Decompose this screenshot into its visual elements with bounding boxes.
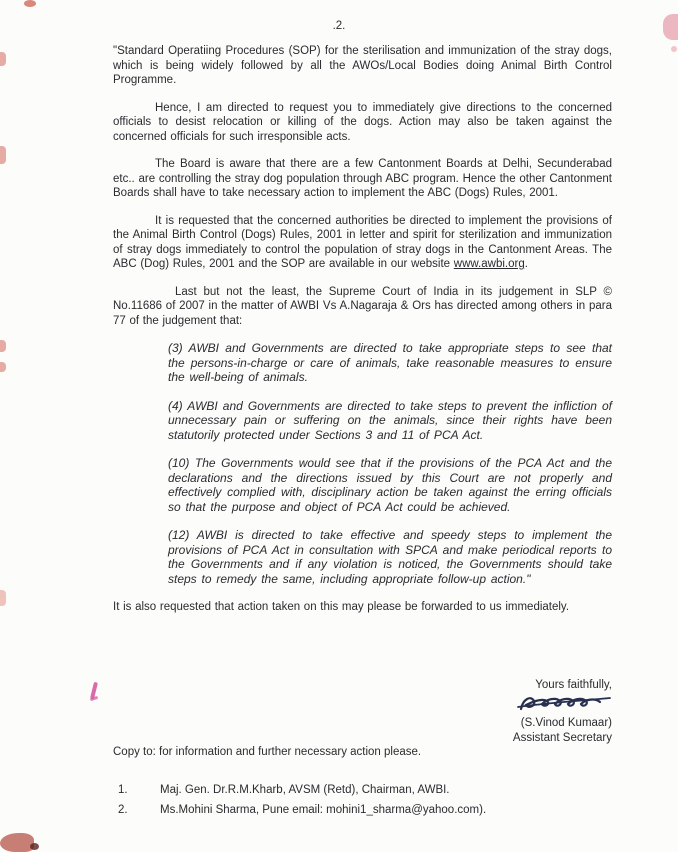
- paragraph-cantonment-boards: The Board is aware that there are a few Cantonment Boards at Delhi, Secunderabad etc.. are controlling the stray dog population through ABC program. Hence the other Cantonment Boards shall have to take necessary action to implement the ABC (Dogs) Rules, 2001.: [113, 158, 612, 199]
- paragraph-sop: "Standard Operatiing Procedures (SOP) for the sterilisation and immunization of the stray dogs, which is being widely followed by all the AWOs/Local Bodies doing Animal Birth Control Programme.: [113, 45, 612, 86]
- pen-mark: [90, 696, 99, 701]
- valediction: Yours faithfully,: [535, 679, 612, 691]
- paragraph-abc-rules-period: .: [524, 258, 528, 270]
- scan-artifact: [0, 146, 6, 164]
- scan-artifact: [0, 362, 6, 372]
- copy-to-item-text: Ms.Mohini Sharma, Pune email: mohini1_sharma@yahoo.com).: [160, 803, 487, 816]
- paragraph-directions: Hence, I am directed to request you to immediately give directions to the concerned officials to desist relocation or killing of the dogs. Action may also be taken against the concerned officials for such irresponsible acts.: [113, 101, 612, 143]
- scan-artifact: [0, 52, 6, 66]
- copy-to-list: [118, 781, 486, 820]
- scan-artifact: [671, 46, 677, 52]
- signatory-name: (S.Vinod Kumaar): [520, 717, 612, 729]
- paragraph-abc-rules-text: It is requested that the concerned authorities be directed to implement the provisions of the Animal Birth Control (Dogs) Rules, 2001 in letter and spirit for sterilization and immunization of stray dogs immediately to control the population of stray dogs in the Cantonment Areas. The ABC (Dog) Rules, 2001 and the SOP are available in our website: [113, 214, 612, 270]
- scan-artifact: [0, 340, 6, 352]
- judgement-quote-3: (3) AWBI and Governments are directed to take appropriate steps to see that the persons-in-charge or care of animals, take reasonable measures to ensure the well-being of animals.: [168, 341, 612, 384]
- page-number: .2.: [332, 20, 346, 32]
- letter-content: [113, 44, 612, 628]
- scan-artifact: [0, 590, 6, 606]
- judgement-quote-12: (12) AWBI is directed to take effective and speedy steps to implement the provisions of PCA Act in consultation with SPCA and make periodical reports to the Governments and if any violation is noticed, the Governments should take steps to remedy the same, including appropriate follow-up action.": [168, 528, 612, 586]
- copy-to-item-number: 1.: [118, 784, 128, 796]
- pen-mark: [90, 682, 98, 699]
- judgement-quote-10: (10) The Governments would see that if the provisions of the PCA Act and the declarations and the directions issued by this Court are not properly and effectively complied with, disciplinary action be taken against the erring officials so that the purpose and object of PCA Act could be achieved.: [168, 456, 612, 514]
- paragraph-supreme-court: Last but not the least, the Supreme Court of India in its judgement in SLP © No.11686 of 2007 in the matter of AWBI Vs A.Nagaraja & Ors has directed among others in para 77 of the judgement that:: [113, 285, 612, 327]
- paragraph-final-request: It is also requested that action taken on this may please be forwarded to us immediately.: [113, 601, 570, 613]
- closing-block: [513, 678, 612, 746]
- signatory-title: Assistant Secretary: [512, 732, 612, 744]
- copy-to-item: [118, 781, 486, 801]
- signature: [516, 690, 612, 718]
- copy-to-item-text: Maj. Gen. Dr.R.M.Kharb, AVSM (Retd), Chairman, AWBI.: [160, 784, 450, 796]
- scan-artifact: [30, 843, 39, 850]
- scan-artifact: [24, 0, 36, 7]
- awbi-website-link[interactable]: www.awbi.org: [453, 258, 525, 270]
- copy-to-heading: Copy to: for information and further necessary action please.: [113, 746, 422, 758]
- scan-artifact: [0, 833, 34, 852]
- copy-to-item-number: 2.: [118, 803, 128, 816]
- paragraph-abc-rules: [113, 214, 612, 272]
- judgement-quote-4: (4) AWBI and Governments are directed to take steps to prevent the infliction of unnecessary pain or suffering on the animals, since their rights have been statutorily protected under Sections 3 and 11 of PCA Act.: [168, 398, 612, 442]
- copy-to-item: [118, 801, 486, 821]
